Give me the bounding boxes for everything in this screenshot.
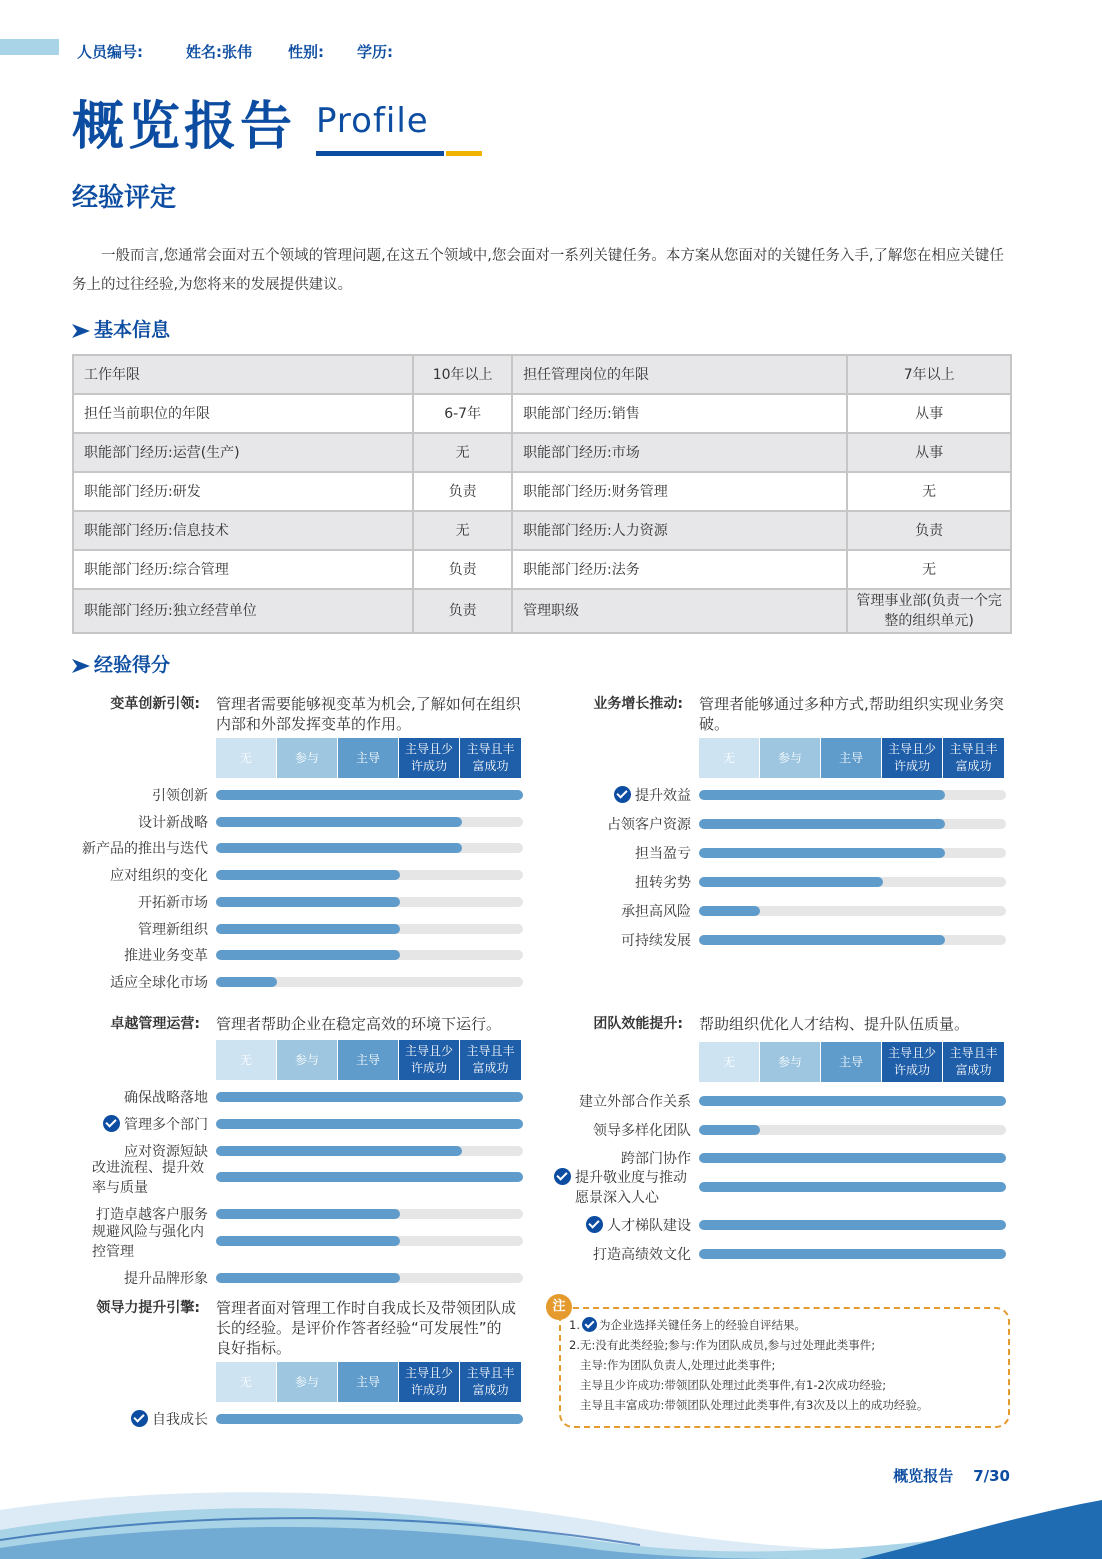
task-label [635, 844, 691, 864]
table-cell: 7年以上 [847, 355, 1011, 394]
table-cell: 职能部门经历:人力资源 [512, 511, 847, 550]
table-cell: 职能部门经历:研发 [73, 472, 413, 511]
score-bar-fill [699, 906, 760, 916]
note-line-1-text: 为企业选择关键任务上的经验自评结果。 [598, 1318, 806, 1332]
legend-item: 无 [216, 1362, 277, 1402]
table-cell: 管理职级 [512, 589, 847, 633]
legend-item: 无 [216, 1040, 277, 1080]
check-icon [103, 1115, 120, 1132]
task-label [110, 866, 208, 886]
legend-item: 无 [699, 1042, 760, 1082]
note-badge: 注 [546, 1294, 572, 1320]
task-name: 推进业务变革 [124, 948, 208, 965]
score-bar-fill [216, 1236, 400, 1246]
score-bar-track [699, 819, 1006, 829]
page-number: 7/30 [973, 1467, 1010, 1485]
task-label [152, 786, 208, 806]
section-title: 经验评定 [72, 183, 177, 213]
note-line-1 [569, 1315, 928, 1335]
task-name: 扭转劣势 [635, 875, 691, 891]
score-bar-fill [699, 1220, 1006, 1230]
legend-item: 主导 [338, 738, 399, 778]
basic-info-heading-text: 基本信息 [94, 319, 171, 341]
task-label [124, 1269, 208, 1289]
check-icon [131, 1410, 148, 1427]
check-icon [614, 786, 631, 803]
note-text [569, 1315, 928, 1415]
table-row [73, 394, 1011, 433]
task-name: 新产品的推出与迭代 [82, 841, 208, 858]
score-bar-track [216, 977, 523, 987]
legend-item: 无 [699, 738, 760, 778]
score-bar-track [699, 906, 1006, 916]
task-name: 自我成长 [152, 1412, 208, 1428]
table-row [73, 550, 1011, 589]
table-cell: 无 [413, 433, 512, 472]
note-line-2: 2.无:没有此类经验;参与:作为团队成员,参与过处理此类事件; [569, 1338, 876, 1352]
title-underline-accent [446, 151, 482, 156]
task-name: 改进流程、提升效率与质量 [92, 1160, 204, 1197]
score-bar-track [699, 1182, 1006, 1192]
legend-item: 主导且丰富成功 [943, 738, 1004, 778]
score-bar-track [216, 1146, 523, 1156]
score-bar-fill [216, 1414, 523, 1424]
gender-label: 性别: [288, 43, 324, 61]
legend-item: 主导且丰富成功 [460, 1362, 521, 1402]
table-cell: 职能部门经历:运营(生产) [73, 433, 413, 472]
table-cell: 负责 [413, 550, 512, 589]
score-bar-fill [699, 935, 945, 945]
table-cell: 10年以上 [413, 355, 512, 394]
level-legend [216, 738, 521, 778]
level-legend [216, 1040, 521, 1080]
score-bar-fill [216, 870, 400, 880]
table-cell: 负责 [413, 472, 512, 511]
top-accent-bar [0, 39, 59, 55]
check-icon [554, 1168, 571, 1185]
task-label [621, 1149, 691, 1169]
table-cell: 职能部门经历:信息技术 [73, 511, 413, 550]
score-bar-fill [216, 977, 277, 987]
task-name: 打造高绩效文化 [593, 1246, 691, 1263]
table-cell: 负责 [413, 589, 512, 633]
score-bar-track [216, 1273, 523, 1283]
level-legend [699, 738, 1004, 778]
note-line-1-prefix: 1. [569, 1318, 580, 1332]
score-bar-fill [699, 819, 945, 829]
table-cell: 职能部门经历:独立经营单位 [73, 589, 413, 633]
score-bar-fill [216, 1172, 523, 1182]
name-label: 姓名:张伟 [186, 43, 252, 61]
domain-label: 变革创新引领: [110, 696, 200, 712]
table-row [73, 589, 1011, 633]
task-label [554, 1168, 691, 1208]
legend-item: 主导且少许成功 [882, 738, 943, 778]
legend-item: 主导且丰富成功 [943, 1042, 1004, 1082]
table-row [73, 433, 1011, 472]
score-bar-track [699, 935, 1006, 945]
task-name: 确保战略落地 [124, 1090, 208, 1106]
table-cell: 担任当前职位的年限 [73, 394, 413, 433]
task-name: 规避风险与强化内控管理 [92, 1224, 204, 1260]
score-bar-track [216, 1172, 523, 1182]
domain-description: 管理者需要能够视变革为机会,了解如何在组织内部和外部发挥变革的作用。 [216, 695, 521, 733]
legend-item: 参与 [277, 1362, 338, 1402]
score-bar-track [216, 790, 523, 800]
score-bar-track [699, 1249, 1006, 1259]
decorative-waves [0, 1470, 1102, 1559]
score-bar-fill [216, 950, 400, 960]
domain-description: 管理者能够通过多种方式,帮助组织实现业务突破。 [699, 695, 1004, 733]
task-name: 设计新战略 [138, 814, 208, 831]
score-heading-text: 经验得分 [94, 654, 171, 676]
table-cell: 职能部门经历:财务管理 [512, 472, 847, 511]
meta-row [77, 41, 477, 63]
task-label [124, 946, 208, 966]
score-bar-track [216, 897, 523, 907]
task-name: 提升品牌形象 [124, 1270, 208, 1287]
legend-item: 主导且丰富成功 [460, 738, 521, 778]
legend-item: 主导且少许成功 [399, 1362, 460, 1402]
task-label [92, 1222, 208, 1262]
score-bar-fill [699, 1096, 1006, 1106]
task-label [138, 893, 208, 913]
score-bar-fill [216, 897, 400, 907]
table-cell: 管理事业部(负责一个完整的组织单元) [847, 589, 1011, 633]
task-label [621, 931, 691, 951]
legend-item: 主导 [338, 1040, 399, 1080]
task-label [607, 815, 691, 835]
table-cell: 职能部门经历:法务 [512, 550, 847, 589]
task-name: 提升敬业度与推动愿景深入人心 [575, 1169, 687, 1206]
legend-item: 主导且少许成功 [882, 1042, 943, 1082]
page-title-en: Profile [316, 101, 429, 141]
id-label: 人员编号: [77, 43, 143, 61]
task-name: 管理多个部门 [124, 1116, 208, 1133]
task-label [586, 1216, 691, 1236]
score-bar-track [699, 1220, 1006, 1230]
score-bar-fill [216, 924, 400, 934]
task-name: 应对组织的变化 [110, 868, 208, 885]
domain-description: 管理者面对管理工作时自我成长及带领团队成长的经验。是评价作答者经验“可发展性”的良好指标。 [216, 1299, 517, 1357]
note-line-4: 主导且少许成功:带领团队处理过此类事件,有1-2次成功经验; [580, 1378, 887, 1392]
score-bar-fill [216, 1273, 400, 1283]
task-name: 承担高风险 [621, 904, 691, 920]
check-icon [586, 1216, 603, 1233]
score-bar-fill [699, 1125, 760, 1135]
table-row [73, 355, 1011, 394]
table-cell: 负责 [847, 511, 1011, 550]
legend-item: 参与 [760, 738, 821, 778]
footer-title: 概览报告 [893, 1467, 954, 1485]
page-title: 概览报告 [72, 97, 297, 157]
score-bar-track [699, 848, 1006, 858]
domain-label: 领导力提升引擎: [96, 1300, 200, 1316]
score-bar-fill [699, 848, 945, 858]
legend-item: 参与 [277, 738, 338, 778]
basic-info-heading [72, 317, 170, 343]
arrow-icon [72, 324, 90, 338]
score-bar-fill [216, 790, 523, 800]
domain-description: 管理者帮助企业在稳定高效的环境下运行。 [216, 1015, 502, 1033]
task-name: 担当盈亏 [635, 846, 691, 862]
task-label [138, 920, 208, 940]
note-line-5: 主导且丰富成功:带领团队处理过此类事件,有3次及以上的成功经验。 [580, 1398, 929, 1412]
score-bar-track [216, 843, 523, 853]
task-label [593, 1245, 691, 1265]
score-bar-fill [216, 1146, 462, 1156]
table-cell: 职能部门经历:市场 [512, 433, 847, 472]
legend-item: 主导 [821, 1042, 882, 1082]
intro-paragraph: 一般而言,您通常会面对五个领域的管理问题,在这五个领域中,您会面对一系列关键任务。本方案从您面对的关键任务入手,了解您在相应关键任务上的过往经验,为您将来的发展提供建议。 [72, 248, 1004, 293]
task-label [138, 813, 208, 833]
score-bar-fill [216, 1119, 523, 1129]
task-name: 开拓新市场 [138, 894, 208, 911]
score-bar-fill [216, 843, 462, 853]
score-bar-track [699, 790, 1006, 800]
score-bar-track [216, 1119, 523, 1129]
table-cell: 6-7年 [413, 394, 512, 433]
table-row [73, 472, 1011, 511]
table-cell: 职能部门经历:综合管理 [73, 550, 413, 589]
task-label [635, 873, 691, 893]
score-bar-track [699, 1153, 1006, 1163]
task-name: 人才梯队建设 [607, 1218, 691, 1234]
legend-item: 主导 [821, 738, 882, 778]
domain-label: 业务增长推动: [593, 696, 683, 712]
task-label [110, 973, 208, 993]
table-cell: 无 [847, 472, 1011, 511]
score-bar-track [216, 1236, 523, 1246]
legend-item: 无 [216, 738, 277, 778]
task-name: 引领创新 [152, 788, 208, 804]
score-bar-track [216, 817, 523, 827]
score-bar-fill [216, 1092, 523, 1102]
legend-item: 参与 [760, 1042, 821, 1082]
score-bar-fill [699, 1182, 1006, 1192]
score-heading [72, 652, 170, 678]
task-name: 打造卓越客户服务 [96, 1207, 208, 1224]
legend-item: 主导 [338, 1362, 399, 1402]
score-bar-track [699, 877, 1006, 887]
task-name: 跨部门协作 [621, 1151, 691, 1167]
score-bar-track [216, 1209, 523, 1219]
task-label [614, 786, 691, 806]
task-label [621, 902, 691, 922]
score-bar-track [699, 1125, 1006, 1135]
table-cell: 职能部门经历:销售 [512, 394, 847, 433]
task-label [593, 1121, 691, 1141]
task-name: 管理新组织 [138, 921, 208, 938]
score-bar-fill [216, 817, 462, 827]
task-name: 适应全球化市场 [110, 974, 208, 991]
score-bar-fill [699, 877, 883, 887]
title-underline [316, 151, 444, 156]
task-label [92, 1158, 208, 1198]
task-label [103, 1115, 208, 1135]
table-cell: 工作年限 [73, 355, 413, 394]
task-label [82, 839, 208, 859]
check-icon [582, 1317, 597, 1332]
score-bar-track [216, 870, 523, 880]
score-bar-track [216, 1414, 523, 1424]
task-name: 应对资源短缺 [124, 1143, 208, 1160]
task-name: 提升效益 [635, 788, 691, 804]
score-bar-track [699, 1096, 1006, 1106]
task-label [579, 1092, 691, 1112]
task-name: 占领客户资源 [607, 817, 691, 833]
task-name: 领导多样化团队 [593, 1122, 691, 1139]
score-bar-fill [216, 1209, 400, 1219]
legend-item: 主导且少许成功 [399, 1040, 460, 1080]
task-name: 建立外部合作关系 [579, 1094, 691, 1110]
note-line-3: 主导:作为团队负责人,处理过此类事件; [580, 1358, 776, 1372]
table-cell: 从事 [847, 394, 1011, 433]
legend-item: 主导且丰富成功 [460, 1040, 521, 1080]
table-row [73, 511, 1011, 550]
legend-item: 主导且少许成功 [399, 738, 460, 778]
edu-label: 学历: [357, 43, 393, 61]
legend-item: 参与 [277, 1040, 338, 1080]
domain-label: 团队效能提升: [593, 1016, 683, 1032]
level-legend [216, 1362, 521, 1402]
score-bar-fill [699, 1249, 1006, 1259]
score-bar-fill [699, 1153, 1006, 1163]
table-cell: 无 [413, 511, 512, 550]
score-bar-fill [699, 790, 945, 800]
level-legend [699, 1042, 1004, 1082]
task-name: 可持续发展 [621, 933, 691, 949]
domain-description: 帮助组织优化人才结构、提升队伍质量。 [699, 1015, 970, 1033]
table-cell: 从事 [847, 433, 1011, 472]
table-cell: 担任管理岗位的年限 [512, 355, 847, 394]
table-cell: 无 [847, 550, 1011, 589]
task-label [124, 1088, 208, 1108]
score-bar-track [216, 950, 523, 960]
arrow-icon [72, 659, 90, 673]
basic-info-table [72, 354, 1012, 634]
score-bar-track [216, 1092, 523, 1102]
domain-label: 卓越管理运营: [110, 1016, 200, 1032]
score-bar-track [216, 924, 523, 934]
task-label [131, 1410, 208, 1430]
